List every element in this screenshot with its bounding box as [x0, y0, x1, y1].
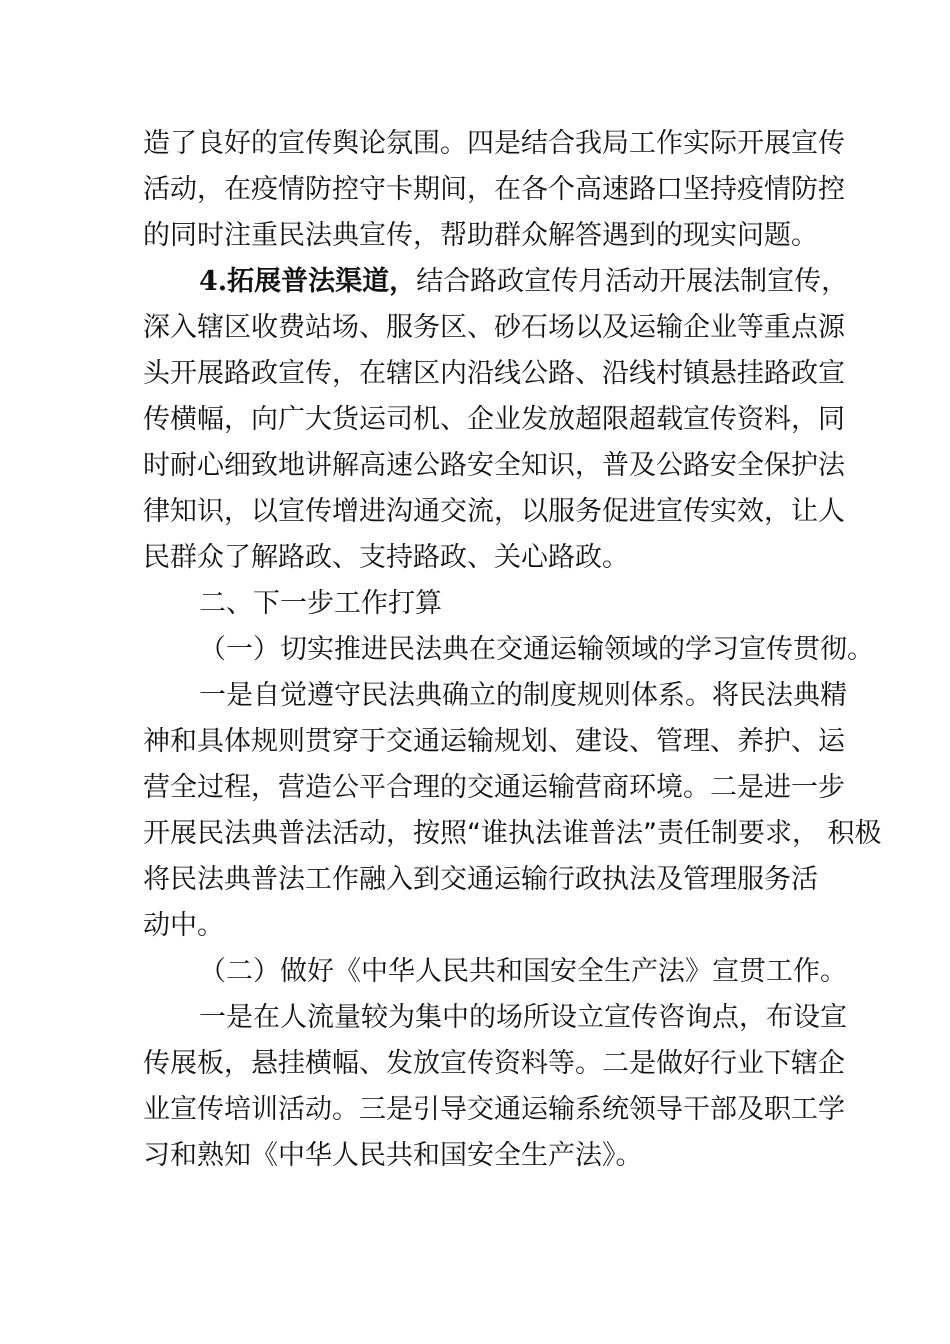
text-line: 习和熟知《中华人民共和国安全生产法》。	[143, 1140, 643, 1171]
text-line: 的同时注重民法典宣传，帮助群众解答遇到的现实问题。	[143, 220, 818, 251]
subheading-bold: 4.拓展普法渠道，	[199, 266, 417, 297]
text-line: 将民法典普法工作融入到交通运输行政执法及管理服务活	[143, 864, 818, 895]
text-line-heading-4	[143, 259, 849, 305]
text-line: 头开展路政宣传，在辖区内沿线公路、沿线村镇悬挂路政宣	[143, 358, 845, 389]
text-span: 结合路政宣传月活动开展法制宣传，	[416, 266, 849, 297]
text-line: 时耐心细致地讲解高速公路安全知识，普及公路安全保护法	[143, 450, 845, 481]
text-line: 一是在人流量较为集中的场所设立宣传咨询点，布设宣	[199, 1002, 847, 1033]
subsection-heading: （一）切实推进民法典在交通运输领域的学习宣传贯彻。	[199, 634, 874, 665]
text-line: 传横幅，向广大货运司机、企业发放超限超载宣传资料，同	[143, 404, 845, 435]
text-line: 动中。	[143, 910, 224, 941]
text-line: 造了良好的宣传舆论氛围。四是结合我局工作实际开展宣传	[143, 128, 845, 159]
text-line: 业宣传培训活动。三是引导交通运输系统领导干部及职工学	[143, 1094, 845, 1125]
text-line: 民群众了解路政、支持路政、关心路政。	[143, 542, 629, 573]
text-line: 律知识，以宣传增进沟通交流，以服务促进宣传实效，让人	[143, 496, 845, 527]
text-line: 营全过程，营造公平合理的交通运输营商环境。二是进一步	[143, 772, 845, 803]
text-line: 活动，在疫情防控守卡期间，在各个高速路口坚持疫情防控	[143, 174, 845, 205]
section-heading: 二、下一步工作打算	[199, 588, 442, 619]
text-line: 一是自觉遵守民法典确立的制度规则体系。将民法典精	[199, 680, 847, 711]
text-line: 深入辖区收费站场、服务区、砂石场以及运输企业等重点源	[143, 312, 845, 343]
text-line: 开展民法典普法活动，按照“谁执法谁普法”责任制要求， 积极	[143, 818, 882, 849]
text-line: 传展板，悬挂横幅、发放宣传资料等。二是做好行业下辖企	[143, 1048, 845, 1079]
text-line: 神和具体规则贯穿于交通运输规划、建设、管理、养护、运	[143, 726, 845, 757]
subsection-heading: （二）做好《中华人民共和国安全生产法》宣贯工作。	[199, 956, 847, 987]
document-body	[143, 121, 882, 1179]
